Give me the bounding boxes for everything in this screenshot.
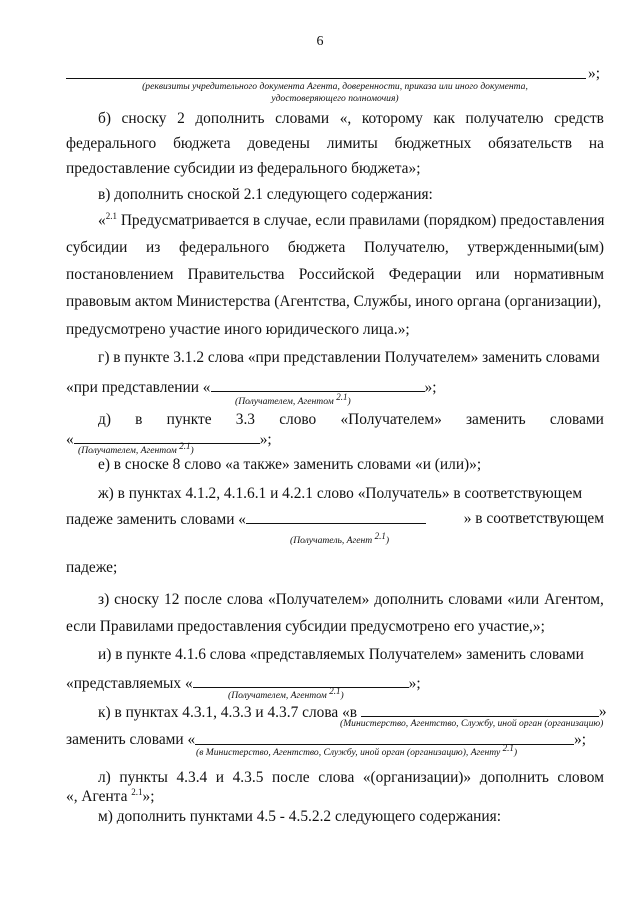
item-v-line-1: в) дополнить сноской 2.1 следующего содержания:: [98, 186, 433, 203]
item-b-line-3: предоставление субсидии из федерального бюджета»;: [66, 160, 421, 177]
item-b-line-1: б) сноску 2 дополнить словами «, которому как получателю средств: [98, 110, 604, 127]
item-i-line-2: «представляемых « »;: [66, 675, 421, 692]
item-k-line-1: к) в пунктах 4.3.1, 4.3.3 и 4.3.7 слова «в »: [98, 703, 607, 721]
item-z-line-2: если Правилами предоставления субсидии предусмотрено его участие,»;: [66, 618, 545, 635]
item-zh-caption: (Получатель, Агент $^{2.1}$): [290, 530, 390, 546]
item-g-line-1: г) в пункте 3.1.2 слова «при представлении Получателем» заменить словами: [98, 349, 600, 366]
item-zh-blank: [246, 509, 426, 524]
item-g-blank: [211, 377, 425, 392]
item-v-line-5: правовым актом Министерства (Агентства, Службы, иного органа (организации),: [66, 293, 602, 310]
item-k-blank-1: [361, 702, 599, 717]
item-g-caption: (Получателем, Агентом $^{2.1}$): [235, 391, 351, 407]
item-k-line-2: заменить словами « »;: [66, 731, 586, 748]
item-k-caption-1: (Министерство, Агентство, Службу, иной орган (организацию): [340, 718, 604, 729]
item-d-line-2: « »;: [66, 431, 272, 448]
item-i-line-1: и) в пункте 4.1.6 слова «представляемых Получателем» заменить словами: [98, 646, 584, 663]
item-zh-line-2: падеже заменить словами « » в соответствующем: [66, 510, 604, 528]
item-b-line-2: федерального бюджета доведены лимиты бюджетных обязательств на: [66, 135, 604, 152]
requisites-caption-2: удостоверяющего полномочия): [271, 93, 399, 104]
item-zh-line-1: ж) в пунктах 4.1.2, 4.1.6.1 и 4.2.1 слово «Получатель» в соответствующем: [98, 485, 583, 502]
item-zh-line-3: падеже;: [66, 559, 118, 576]
item-k-caption-2: (в Министерство, Агентство, Службу, иной орган (организацию), Агенту $^{2.1}$): [196, 742, 518, 758]
item-d-blank: [74, 429, 260, 444]
item-i-blank: [193, 673, 409, 688]
item-v-line-2: «$^{2.1}$ Предусматривается в случае, если правилами (порядком) предоставления: [98, 210, 605, 229]
item-l-line-2: «, Агента $^{2.1}$»;: [66, 786, 155, 805]
requisites-blank-line: [66, 78, 586, 79]
item-g-line-2: «при представлении « »;: [66, 379, 437, 396]
requisites-closing: »;: [588, 65, 600, 82]
item-z-line-1: з) сноску 12 после слова «Получателем» дополнить словами «или Агентом,: [98, 591, 604, 608]
item-i-caption: (Получателем, Агентом $^{2.1}$): [228, 685, 344, 701]
item-l-line-1: л) пункты 4.3.4 и 4.3.5 после слова «(организации)» дополнить словом: [98, 769, 604, 786]
item-v-line-4: постановлением Правительства Российской Федерации или нормативным: [66, 266, 604, 283]
item-v-line-3: субсидии из федерального бюджета Получателю, утвержденными(ым): [66, 239, 604, 256]
page-number: 6: [316, 34, 324, 49]
item-v-line-6: предусмотрено участие иного юридического лица.»;: [66, 321, 410, 338]
item-e-line-1: е) в сноске 8 слово «а также» заменить словами «и (или)»;: [98, 456, 482, 473]
item-d-caption: (Получателем, Агентом $^{2.1}$): [78, 440, 194, 456]
requisites-caption-1: (реквизиты учредительного документа Агента, доверенности, приказа или иного документа,: [142, 81, 528, 92]
item-d-line-1: д) в пункте 3.3 слово «Получателем» заменить словами: [98, 411, 604, 428]
item-m-line-1: м) дополнить пунктами 4.5 - 4.5.2.2 следующего содержания:: [98, 808, 502, 825]
item-k-blank-2: [195, 730, 574, 745]
